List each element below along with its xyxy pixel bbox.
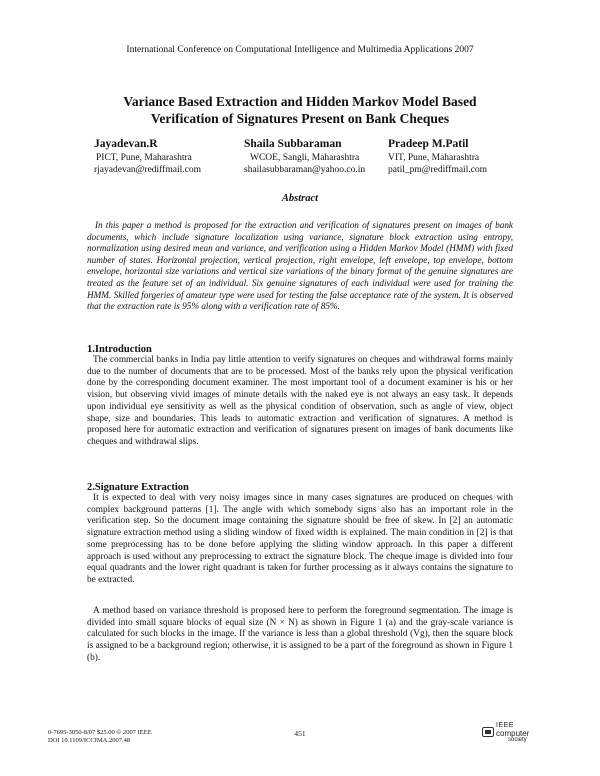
footer-doi: DOI 10.1109/ICCIMA.2007.48	[48, 737, 131, 744]
author-3-affiliation: VIT, Pune, Maharashtra	[388, 153, 480, 163]
computer-society-logo-icon	[482, 727, 494, 737]
title-line-1: Variance Based Extraction and Hidden Markov Model Based	[123, 94, 477, 109]
computer-society-logo	[482, 722, 552, 742]
author-1-email: rjayadevan@rediffmail.com	[94, 165, 201, 175]
author-2	[244, 137, 365, 176]
page-number: 451	[294, 729, 306, 738]
signature-extraction-paragraph-2: A method based on variance threshold is proposed here to perform the foreground segmentation. The image is divided into small square blocks of equal size (N × N) as shown in Figure 1 (a) and the gray-scale variance is calculated for such blocks in the image. If the variance is less than a global threshold (Vg), then the square block is assigned to be a background region; otherwise, it is assigned to be a part of the foreground as shown in Figure 1 (b).	[87, 606, 513, 663]
abstract-text: In this paper a method is proposed for the extraction and verification of signatures present on images of bank documents, which include signature localization using variance, signature block extraction using entropy, normalization using desired mean and variance, and verification using a Hidden Markov Model (HMM) with fixed number of states. Horizontal projection, vertical projection, right envelope, left envelope, top envelope, bottom envelope, horizontal size variations and vertical size variations of the binary format of the genuine signatures are treated as the feature set of an individual. Six genuine signatures of each individual were used for training the HMM. Skilled forgeries of amateur type were used for testing the false acceptance rate of the system. It is observed that the extraction rate is 95% along with a verification rate of 85%.	[87, 220, 513, 312]
introduction-paragraph: The commercial banks in India pay little attention to verify signatures on cheques and withdrawal forms mainly due to the number of documents that are to be processed. Most of the banks rely upon the physical verification done by the corresponding document examiner. The most important tool of a document examiner is his or her vision, but observing vivid images of minute details with the naked eye is not always an easy task. It depends upon individual eye sensitivity as well as the physical condition of observation, such as angle of view, object shape, size and boundaries. This leads to automatic extraction and verification of signatures. A method is proposed here for automatic extraction and verification of signatures present on images of bank documents like cheques and withdrawal slips.	[87, 355, 513, 447]
logo-text-top: IEEE	[496, 722, 514, 729]
author-2-email: shailasubbaraman@yahoo.co.in	[244, 165, 366, 175]
footer-isbn: 0-7695-3050-8/07 $25.00 © 2007 IEEE	[48, 729, 152, 736]
paper-title	[60, 93, 540, 127]
author-2-name: Shaila Subbaraman	[244, 138, 342, 150]
title-line-2: Verification of Signatures Present on Bank Cheques	[150, 111, 450, 126]
author-1-name: Jayadevan.R	[94, 138, 158, 150]
abstract-heading: Abstract	[281, 193, 319, 204]
section-heading-signature-extraction: 2.Signature Extraction	[87, 482, 189, 493]
author-3-name: Pradeep M.Patil	[388, 138, 469, 150]
author-1-affiliation: PICT, Pune, Maharashtra	[96, 153, 192, 163]
section-heading-introduction: 1.Introduction	[87, 344, 152, 355]
conference-header: International Conference on Computational Intelligence and Multimedia Applications 2007	[126, 45, 474, 55]
logo-text-mid: computer	[496, 729, 530, 738]
signature-extraction-paragraph-1: It is expected to deal with very noisy images since in many cases signatures are produced on cheques with complex background patterns [1]. The angle with which somebody signs also has an important role in the verification step. So the document image containing the signature should be free of skew. In [2] an automatic signature extraction method using a sliding window of fixed width is explained. The main condition in [2] is that some preprocessing has to be done before applying the sliding window approach. In this paper a different approach is used without any preprocessing to extract the signature block. The cheque image is divided into four equal quadrants and the lower right quadrant is taken for further processing as it always contains the signature to be extracted.	[87, 493, 513, 585]
logo-text-bottom: society	[508, 737, 527, 743]
author-1	[94, 137, 201, 176]
author-3-email: patil_pm@rediffmail.com	[388, 165, 488, 175]
author-2-affiliation: WCOE, Sangli, Maharashtra	[250, 153, 360, 163]
author-3	[388, 137, 487, 176]
